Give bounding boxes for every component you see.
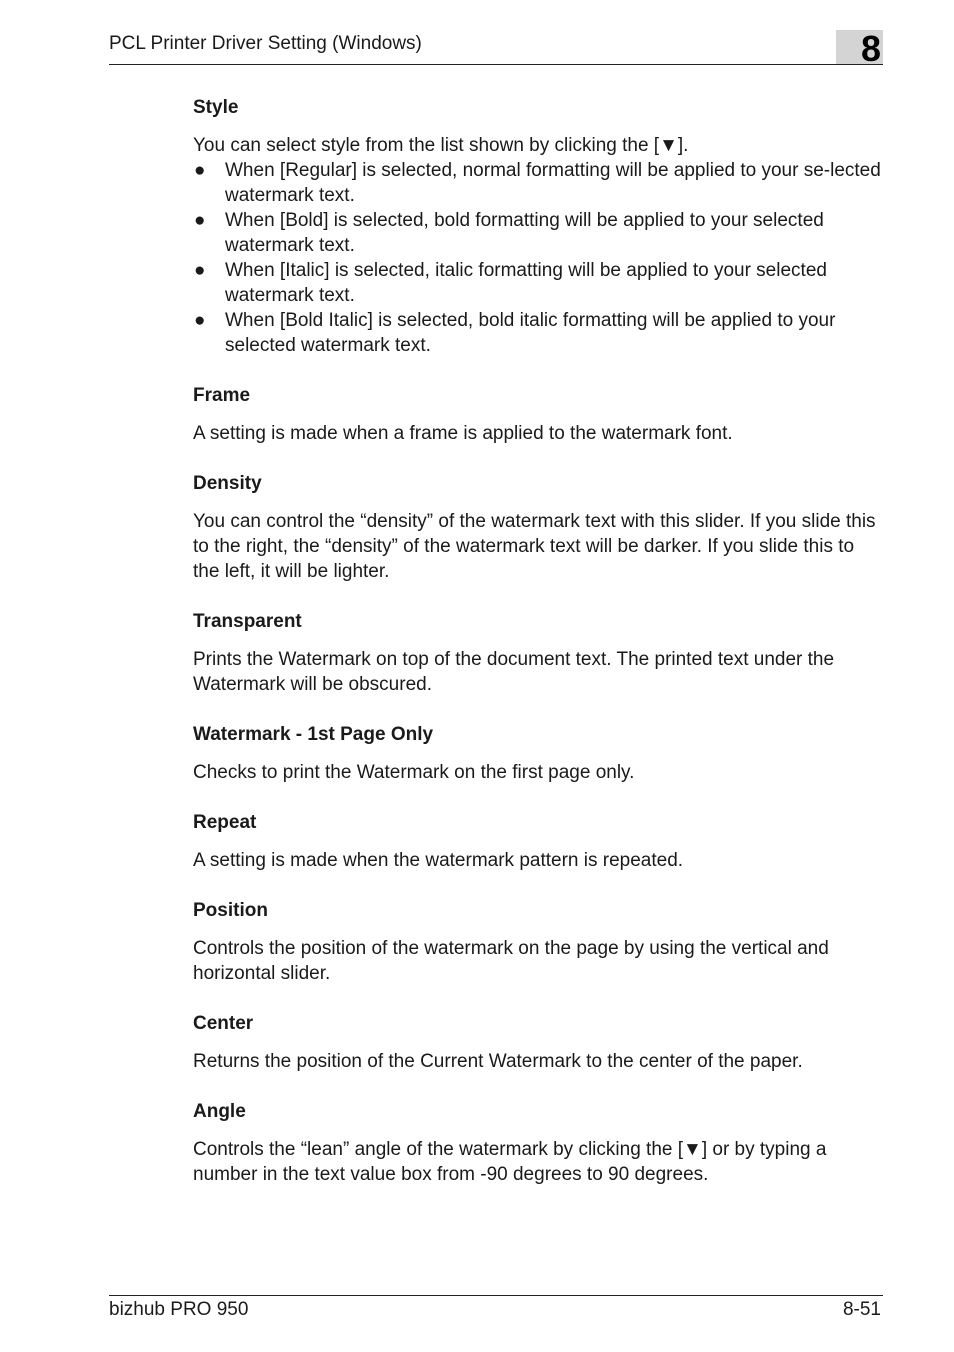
repeat-body: A setting is made when the watermark pattern is repeated. <box>193 850 684 871</box>
list-item <box>193 158 883 208</box>
page-content <box>193 95 883 1187</box>
frame-body: A setting is made when a frame is applied to the watermark font. <box>193 423 733 444</box>
bullet-icon: ● <box>194 310 206 331</box>
bullet-icon: ● <box>194 260 206 281</box>
center-body: Returns the position of the Current Watermark to the center of the paper. <box>193 1051 803 1072</box>
heading-repeat: Repeat <box>193 812 257 833</box>
transparent-body: Prints the Watermark on top of the document text. The printed text under the Watermark will be obscured. <box>193 649 835 695</box>
section-style <box>193 95 883 358</box>
angle-body: Controls the “lean” angle of the watermark by clicking the [▼] or by typing a number in the text value box from -90 degrees to 90 degrees. <box>193 1139 827 1185</box>
section-frame <box>193 383 883 446</box>
list-item <box>193 258 883 308</box>
bullet-text: When [Regular] is selected, normal formatting will be applied to your se-lected watermark text. <box>225 160 881 206</box>
section-repeat <box>193 810 883 873</box>
list-item <box>193 208 883 258</box>
bullet-icon: ● <box>194 210 206 231</box>
footer-page-number: 8-51 <box>842 1299 881 1320</box>
bullet-text: When [Bold] is selected, bold formatting will be applied to your selected watermark text. <box>225 210 824 256</box>
section-transparent <box>193 609 883 697</box>
heading-angle: Angle <box>193 1101 246 1122</box>
chapter-number: 8 <box>860 28 881 69</box>
heading-position: Position <box>193 900 268 921</box>
section-first-page-only <box>193 722 883 785</box>
bullet-text: When [Italic] is selected, italic formatting will be applied to your selected watermark text. <box>225 260 827 306</box>
footer-product-name: bizhub PRO 950 <box>109 1299 249 1320</box>
section-angle <box>193 1099 883 1187</box>
heading-center: Center <box>193 1013 254 1034</box>
heading-density: Density <box>193 473 262 494</box>
heading-transparent: Transparent <box>193 611 302 632</box>
heading-style: Style <box>193 97 239 118</box>
heading-frame: Frame <box>193 385 251 406</box>
chapter-tab <box>836 28 883 69</box>
first-page-only-body: Checks to print the Watermark on the first page only. <box>193 762 635 783</box>
style-bullet-list <box>193 158 883 358</box>
section-center <box>193 1011 883 1074</box>
bullet-icon: ● <box>194 160 206 181</box>
style-intro: You can select style from the list shown by clicking the [▼]. <box>193 135 689 156</box>
heading-first-page-only: Watermark - 1st Page Only <box>193 724 434 745</box>
density-body: You can control the “density” of the watermark text with this slider. If you slide this to the right, the “density” of the watermark text will be darker. If you slide this to the left, it will be lighter. <box>193 511 876 582</box>
page-footer <box>109 1295 883 1320</box>
list-item <box>193 308 883 358</box>
section-position <box>193 898 883 986</box>
header-title: PCL Printer Driver Setting (Windows) <box>109 33 422 54</box>
page-header <box>109 28 883 69</box>
bullet-text: When [Bold Italic] is selected, bold italic formatting will be applied to your selected watermark text. <box>225 310 836 356</box>
position-body: Controls the position of the watermark on the page by using the vertical and horizontal slider. <box>193 938 829 984</box>
section-density <box>193 471 883 584</box>
